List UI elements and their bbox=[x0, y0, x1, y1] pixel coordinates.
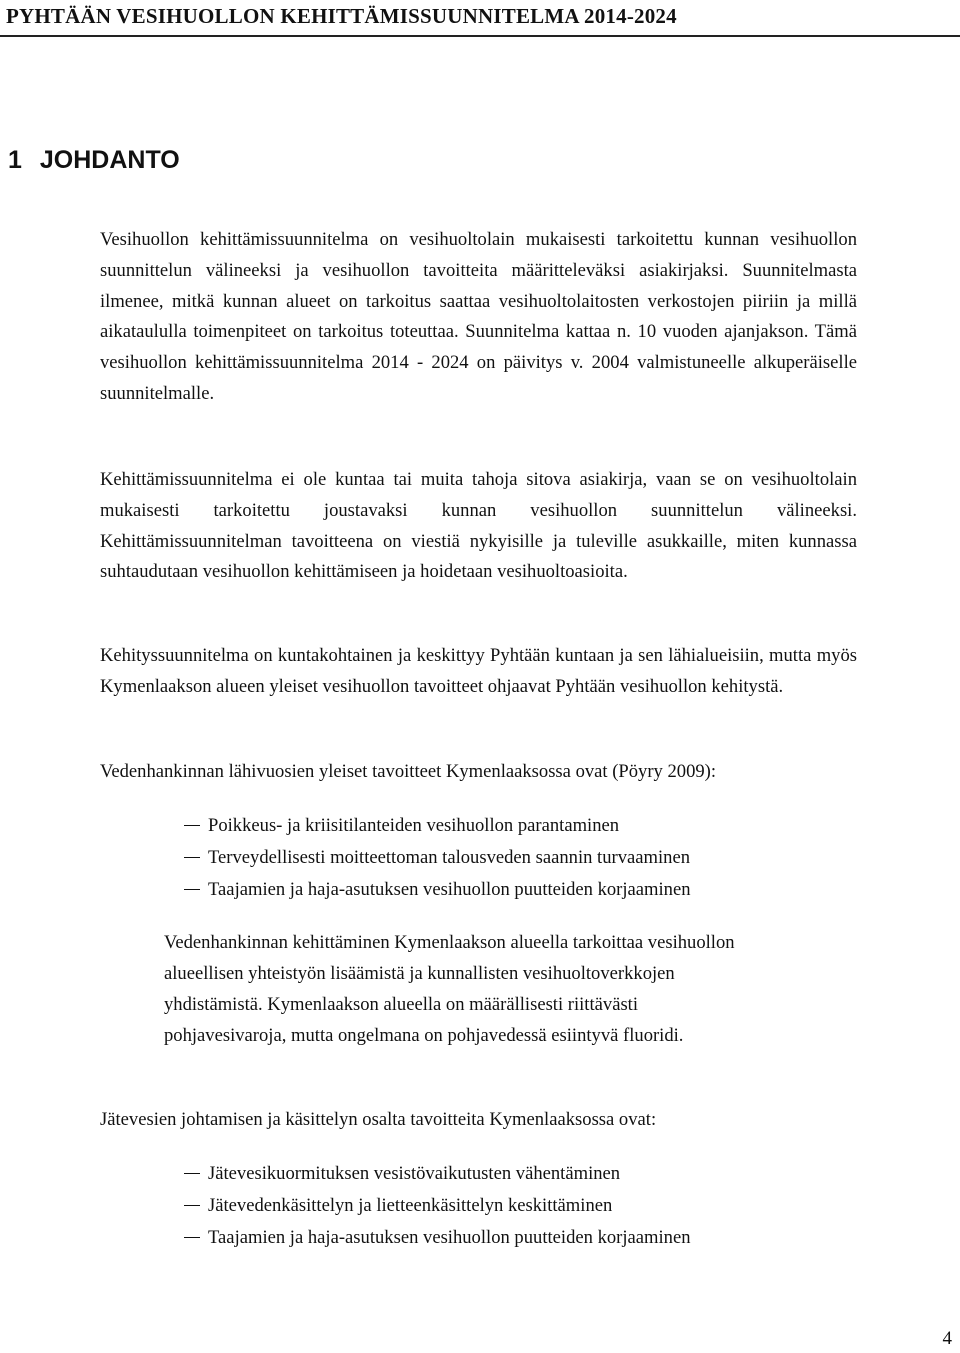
dash-bullet-icon bbox=[184, 825, 200, 826]
chapter-heading bbox=[8, 146, 180, 175]
page-number: 4 bbox=[942, 1328, 952, 1349]
list-item: Jätevedenkäsittelyn ja lietteenkäsittelyn keskittäminen bbox=[184, 1190, 691, 1222]
water-supply-goals-list bbox=[184, 810, 691, 906]
water-supply-note: Vedenhankinnan kehittäminen Kymenlaakson alueella tarkoittaa vesihuollon alueellisen yhteistyön lisäämistä ja kunnallisten vesihuoltoverkkojen yhdistämistä. Kymenlaakson alueella on määrällisesti riittävästi pohjavesivaroja, mutta ongelmana on pohjavedessä esiintyvä fluoridi. bbox=[164, 932, 735, 1046]
wastewater-intro: Jätevesien johtamisen ja käsittelyn osalta tavoitteita Kymenlaaksossa ovat: bbox=[100, 1109, 657, 1130]
paragraph-regional: Kehityssuunnitelma on kuntakohtainen ja keskittyy Pyhtään kuntaan ja sen lähialueisiin, mutta myös Kymenlaakson alueen yleiset vesihuollon tavoitteet ohjaavat Pyhtään vesihuollon kehitystä. bbox=[100, 645, 857, 697]
list-item: Taajamien ja haja-asutuksen vesihuollon puutteiden korjaaminen bbox=[184, 874, 691, 906]
list-item: Taajamien ja haja-asutuksen vesihuollon puutteiden korjaaminen bbox=[184, 1222, 691, 1254]
dash-bullet-icon bbox=[184, 1237, 200, 1238]
running-header bbox=[0, 0, 960, 36]
list-item: Poikkeus- ja kriisitilanteiden vesihuollon parantaminen bbox=[184, 810, 691, 842]
paragraph-intro: Vesihuollon kehittämissuunnitelma on vesihuoltolain mukaisesti tarkoitettu kunnan vesihuollon suunnittelun välineeksi ja vesihuollon tavoitteita määritteleväksi asiakirjaksi. Suunnitelmasta ilmenee, mitkä kunnan alueet on tarkoitus saattaa vesihuoltolaitosten verkostojen piiriin ja millä aikataululla toimenpiteet on tarkoitus toteuttaa. Suunnitelma kattaa n. 10 vuoden ajanjakson. Tämä vesihuollon kehittämissuunnitelma 2014 - 2024 on päivitys v. 2004 valmistuneelle alkuperäiselle suunnitelmalle. bbox=[100, 229, 857, 404]
list-item: Terveydellisesti moitteettoman talousveden saannin turvaaminen bbox=[184, 842, 691, 874]
list-item: Jätevesikuormituksen vesistövaikutusten vähentäminen bbox=[184, 1158, 691, 1190]
dash-bullet-icon bbox=[184, 1173, 200, 1174]
wastewater-goals-list bbox=[184, 1158, 691, 1254]
chapter-number: 1 bbox=[8, 146, 22, 174]
dash-bullet-icon bbox=[184, 857, 200, 858]
water-supply-intro: Vedenhankinnan lähivuosien yleiset tavoitteet Kymenlaaksossa ovat (Pöyry 2009): bbox=[100, 761, 717, 782]
dash-bullet-icon bbox=[184, 889, 200, 890]
document-title: PYHTÄÄN VESIHUOLLON KEHITTÄMISSUUNNITELMA 2014-2024 bbox=[6, 4, 677, 28]
paragraph-plan-nature: Kehittämissuunnitelma ei ole kuntaa tai muita tahoja sitova asiakirja, vaan se on vesihuoltolain mukaisesti tarkoitettu joustavaksi kunnan vesihuollon suunnittelun välineeksi. Kehittämissuunnitelman tavoitteena on viestiä nykyisille ja tuleville asukkaille, miten kunnassa suhtaudutaan vesihuollon kehittämiseen ja hoidetaan vesihuoltoasioita. bbox=[100, 469, 857, 583]
dash-bullet-icon bbox=[184, 1205, 200, 1206]
chapter-title: JOHDANTO bbox=[39, 146, 180, 174]
header-rule bbox=[0, 35, 960, 37]
